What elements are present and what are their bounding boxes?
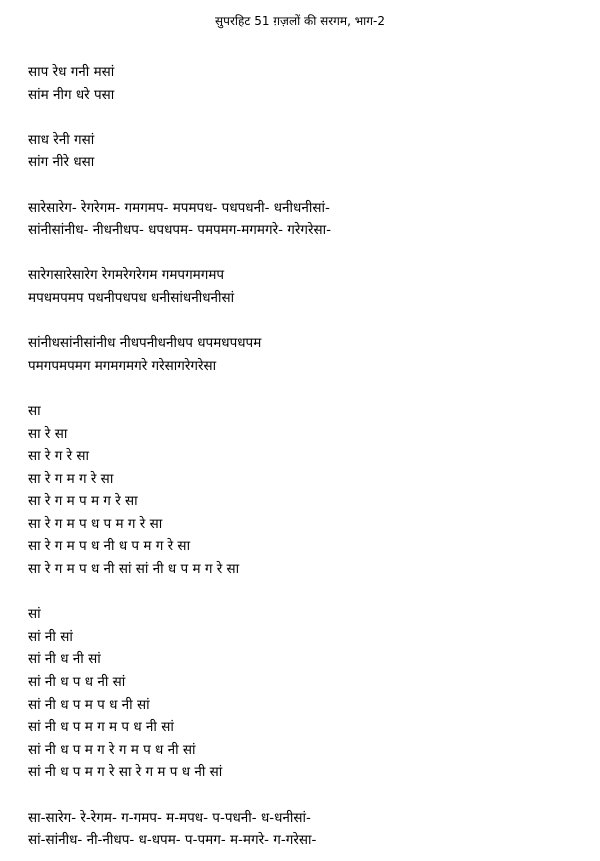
sargam-line: सां नी ध प म ग म प ध नी सां (28, 719, 174, 736)
sargam-block (28, 129, 588, 174)
sargam-block (28, 400, 588, 581)
sargam-line: सां नी ध प ध नी सां (28, 674, 126, 691)
sargam-line: सांनीधसांनीसांनीध नीधपनीधनीधप धपमधपधपम (28, 335, 262, 352)
sargam-line: सां नी ध प म ग रे सा रे ग म प ध नी सां (28, 764, 223, 781)
sargam-line: सा रे ग म ग रे सा (28, 470, 114, 487)
block-spacer (28, 106, 588, 129)
sargam-line: सा रे ग म प ध नी ध प म ग रे सा (28, 538, 191, 555)
sargam-line: सा रे ग रे सा (28, 448, 90, 465)
sargam-line: सां नी सां (28, 628, 73, 645)
sargam-block (28, 197, 588, 242)
sargam-block (28, 332, 588, 377)
sargam-line: सांनीसांनीध- नीधनीधप- धपधपम- पमपमग-मगमगरे- गरेगरेसा- (28, 222, 332, 239)
block-spacer (28, 310, 588, 333)
sargam-line: सारेगसारेसारेग रेगमरेगरेगम गमपगमगमप (28, 267, 225, 284)
sargam-line: साध रेनी गसां (28, 131, 95, 148)
sargam-line: साप रेध गनी मसां (28, 64, 115, 80)
sargam-line: सांग नीरे धसा (28, 154, 95, 171)
page-title: सुपरहिट 51 ग़ज़लों की सरगम, भाग-2 (215, 14, 385, 28)
sargam-line: मपधमपमप पधनीपधपध धनीसांधनीधनीसां (28, 289, 235, 306)
page-header (0, 13, 600, 29)
block-spacer (28, 242, 588, 265)
block-spacer (28, 377, 588, 400)
sargam-line: सांम नीग धरे पसा (28, 86, 115, 103)
sargam-line: सा रे ग म प म ग रे सा (28, 493, 138, 510)
sargam-line: सा रे ग म प ध नी सां सां नी ध प म ग रे सा (28, 561, 240, 578)
sargam-line: सां (28, 606, 41, 623)
block-spacer (28, 581, 588, 604)
sargam-line: सा रे ग म प ध प म ग रे सा (28, 515, 163, 532)
sargam-block (28, 61, 588, 106)
sargam-line: पमगपमपमग मगमगमगरे गरेसागरेगरेसा (28, 357, 217, 374)
sargam-line: सां-सांनीध- नी-नीधप- ध-धपम- प-पमग- म-मगरे- ग-गरेसा- (28, 832, 317, 849)
sargam-line: सा (28, 402, 41, 419)
sargam-block (28, 603, 588, 784)
sargam-line: सां नी ध प म ग रे ग म प ध नी सां (28, 741, 196, 758)
block-spacer (28, 174, 588, 197)
sargam-line: सा-सारेग- रे-रेगम- ग-गमप- म-मपध- प-पधनी- ध-धनीसां- (28, 809, 311, 826)
block-spacer (28, 784, 588, 807)
sargam-content (28, 61, 588, 852)
sargam-line: सां नी ध नी सां (28, 651, 101, 668)
sargam-line: सारेसारेग- रेगरेगम- गमगमप- मपमपध- पधपधनी- धनीधनीसां- (28, 199, 330, 216)
sargam-block (28, 807, 588, 852)
sargam-line: सा रे सा (28, 425, 68, 442)
sargam-block (28, 264, 588, 309)
sargam-line: सां नी ध प म प ध नी सां (28, 696, 150, 713)
